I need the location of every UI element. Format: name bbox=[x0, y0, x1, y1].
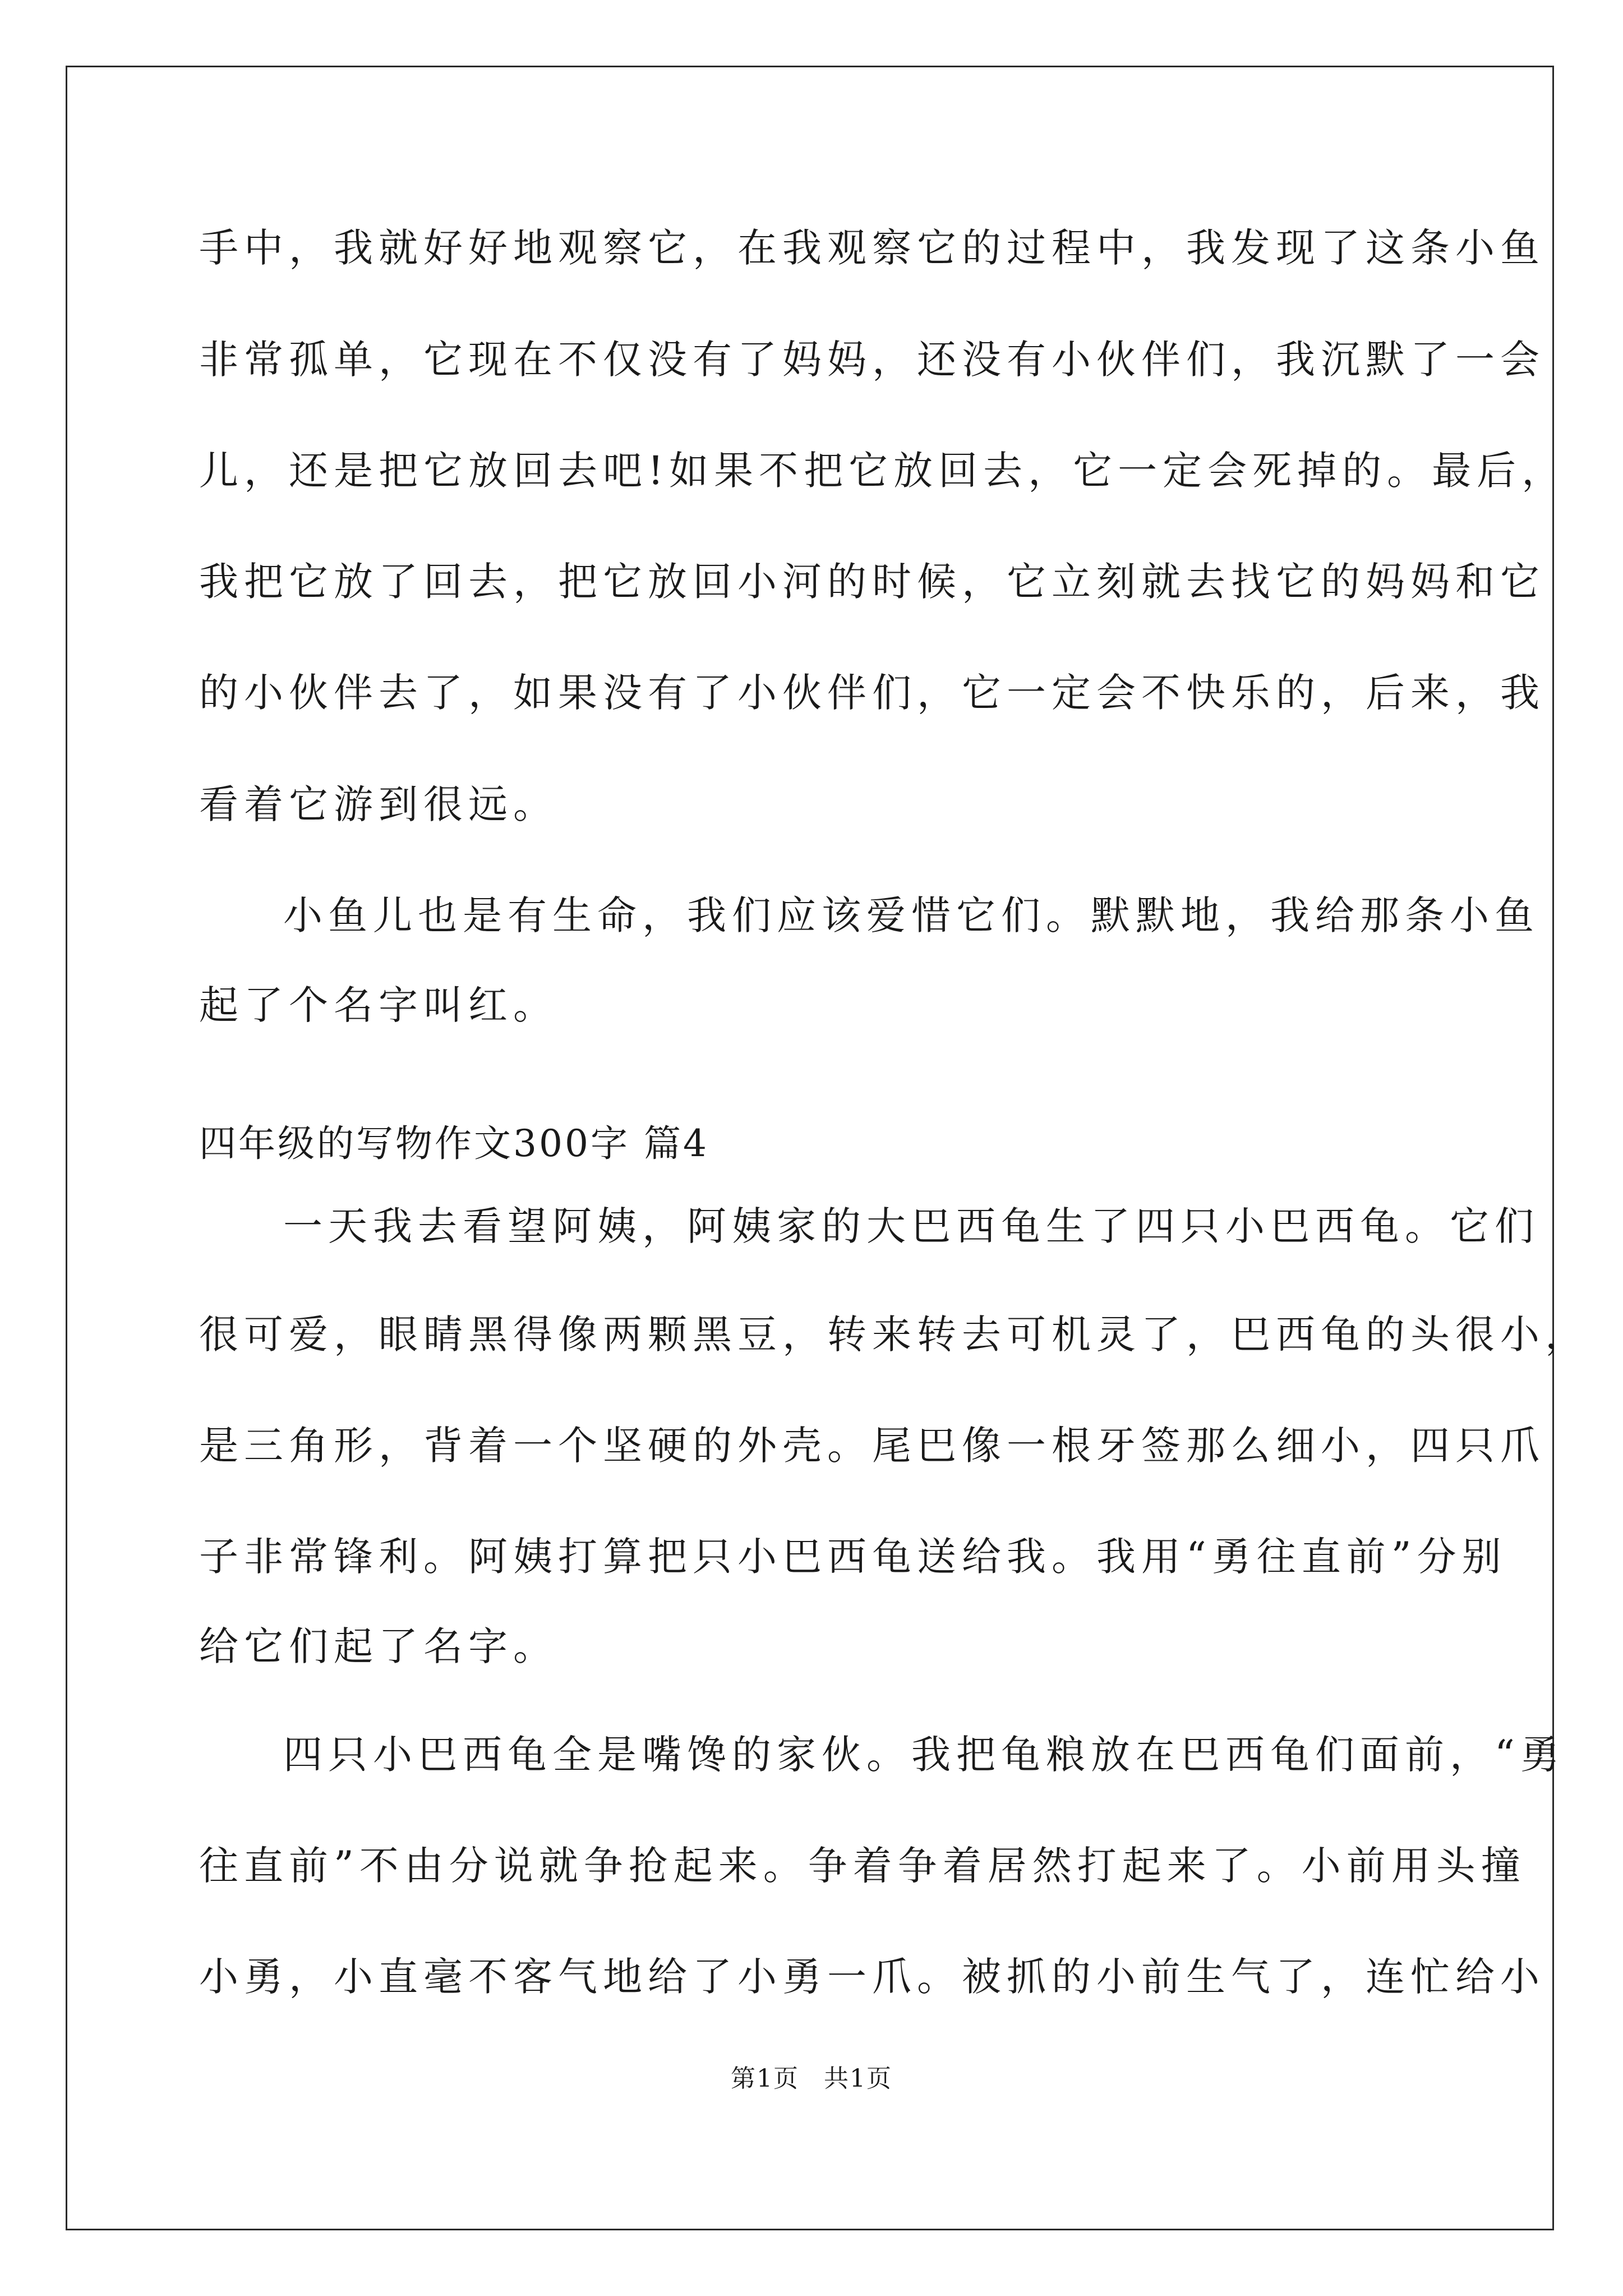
page-footer bbox=[0, 2062, 1623, 2096]
text-line: 的小伙伴去了，如果没有了小伙伴们，它一定会不快乐的，后来，我 bbox=[199, 670, 1545, 716]
text-line: 小勇，小直毫不客气地给了小勇一爪。被抓的小前生气了，连忙给小 bbox=[199, 1954, 1545, 2000]
paragraph-first-line: 小鱼儿也是有生命，我们应该爱惜它们。默默地，我给那条小鱼 bbox=[283, 892, 1539, 938]
text-line: 看着它游到很远。 bbox=[199, 781, 558, 827]
text-line: 起了个名字叫红。 bbox=[199, 982, 558, 1028]
page-total: 共1页 bbox=[824, 2064, 892, 2093]
paragraph-first-line: 一天我去看望阿姨，阿姨家的大巴西龟生了四只小巴西龟。它们 bbox=[283, 1203, 1539, 1249]
text-line: 儿，还是把它放回去吧!如果不把它放回去，它一定会死掉的。最后， bbox=[199, 448, 1567, 494]
page-number: 第1页 bbox=[731, 2064, 799, 2093]
text-line: 是三角形，背着一个坚硬的外壳。尾巴像一根牙签那么细小，四只爪 bbox=[199, 1423, 1545, 1469]
text-line: 非常孤单，它现在不仅没有了妈妈，还没有小伙伴们，我沉默了一会 bbox=[199, 337, 1545, 383]
text-line: 往直前”不由分说就争抢起来。争着争着居然打起来了。小前用头撞 bbox=[199, 1843, 1526, 1889]
text-line: 我把它放了回去，把它放回小河的时候，它立刻就去找它的妈妈和它 bbox=[199, 559, 1545, 605]
paragraph-first-line: 四只小巴西龟全是嘴馋的家伙。我把龟粮放在巴西龟们面前，“勇 bbox=[283, 1732, 1565, 1778]
text-line: 手中，我就好好地观察它，在我观察它的过程中，我发现了这条小鱼 bbox=[199, 225, 1545, 271]
text-line: 给它们起了名字。 bbox=[199, 1623, 558, 1669]
section-heading: 四年级的写物作文300字 篇4 bbox=[199, 1122, 709, 1165]
text-line: 很可爱，眼睛黑得像两颗黑豆，转来转去可机灵了，巴西龟的头很小， bbox=[199, 1312, 1590, 1358]
text-line: 子非常锋利。阿姨打算把只小巴西龟送给我。我用“勇往直前”分别 bbox=[199, 1534, 1507, 1580]
